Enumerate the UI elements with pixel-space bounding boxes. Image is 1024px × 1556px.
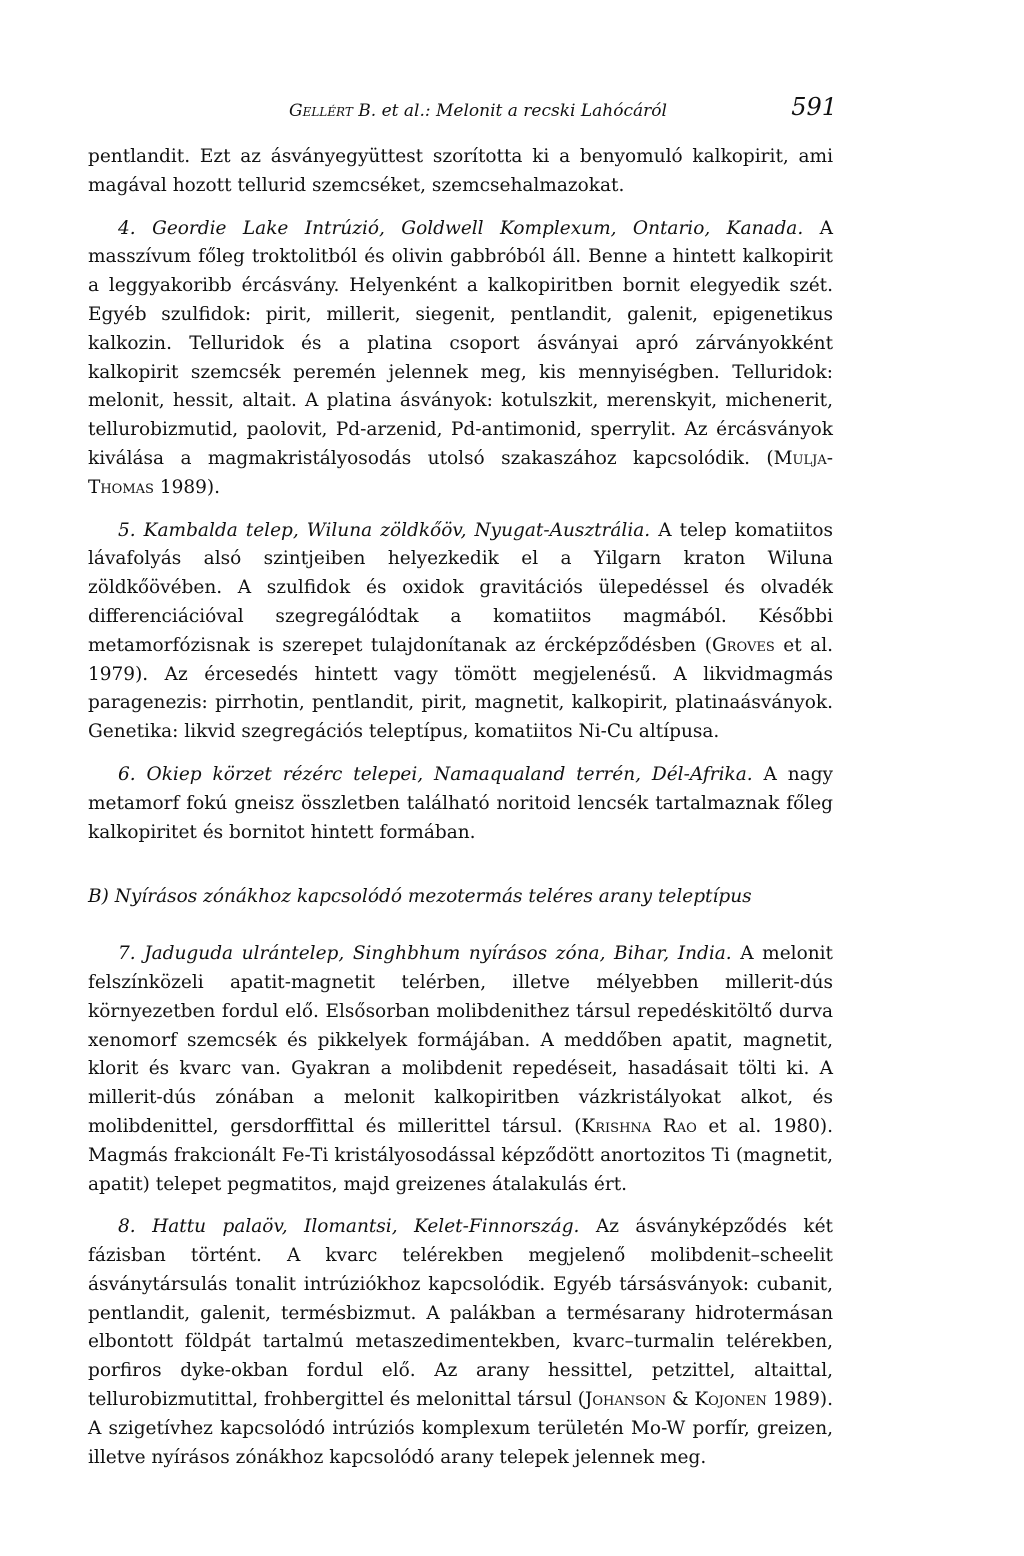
paragraph-8 <box>88 1213 833 1472</box>
paragraph-5-end: et al. 1979). Az ércesedés hintett vagy tömött megjelenésű. A likvidmagmás paragenezis: pirrhotin, pentlandit, pirit, magnetit, kalkopirit, platinaásványok. Genetika: likvid szegregációs teleptípus, komatiitos Ni-Cu altípusa. <box>88 634 833 743</box>
paragraph-7 <box>88 940 833 1199</box>
paragraph-continued <box>88 143 833 201</box>
paragraph-6 <box>88 761 833 847</box>
header-author: Gellért <box>289 101 353 121</box>
paragraph-4-end: 1989). <box>153 476 221 498</box>
paragraph-5-ref: Groves <box>711 634 775 656</box>
paragraph-6-text: A nagy metamorf fokú gneisz összletben található noritoid lencsék tartalmaznak főleg kalkopiritet és bornitot hintett formában. <box>88 763 833 843</box>
paragraph-5 <box>88 517 833 747</box>
paragraph-4-ref: Mulja-Thomas <box>88 447 833 498</box>
paragraph-8-end: 1989). A szigetívhez kapcsolódó intrúziós komplexum területén Mo-W porfír, greizen, illetve nyírásos zónákhoz kapcsolódó arany telepek jelennek meg. <box>88 1389 833 1468</box>
body-text <box>88 143 833 1486</box>
paragraph-7-ref: Krishna Rao <box>581 1115 697 1137</box>
paragraph-5-title: 5. Kambalda telep, Wiluna zöldkőöv, Nyugat-Ausztrália. <box>118 519 651 541</box>
paragraph-8-title: 8. Hattu palaöv, Ilomantsi, Kelet-Finnország. <box>118 1216 580 1238</box>
paragraph-8-ref: Johanson & Kojonen <box>584 1389 767 1411</box>
header-title: B. et al.: Melonit a recski Lahócáról <box>352 101 667 121</box>
running-head <box>289 93 837 122</box>
paragraph-6-title: 6. Okiep körzet rézérc telepei, Namaqualand terrén, Dél-Afrika. <box>118 763 753 785</box>
paragraph-8-text: Az ásványképződés két fázisban történt. A kvarc telérekben megjelenő molibdenit–scheelit ásványtársulás tonalit intrúziókhoz kapcsolódik. Egyéb társásványok: cubanit, pentlandit, galenit, termésbizmut. A palákban a termésarany hidrotermásan elbontott földpát tartalmú metaszedimentekben, kvarc–turmalin telérekben, porfiros dyke-okban fordul elő. Az arany hessittel, petzittel, altaittal, tellurobizmutittal, frohbergittel és melonittal társul ( <box>88 1216 833 1411</box>
paragraph-7-end: et al. 1980). Magmás frakcionált Fe-Ti kristályosodással képződött anortozitos Ti (magnetit, apatit) telepet pegmatitos, majd greizenes átalakulás ért. <box>88 1115 834 1195</box>
paragraph-text: pentlandit. Ezt az ásványegyüttest szorította ki a benyomuló kalkopirit, ami magával hozott tellurid szemcséket, szemcsehalmazokat. <box>88 146 833 196</box>
paragraph-7-text: A melonit felszínközeli apatit-magnetit telérben, illetve mélyebben millerit-dús környezetben fordul elő. Elsősorban molibdenithez társul repedéskitöltő durva xenomorf szemcsék és pikkelyek formájában. A meddőben apatit, magnetit, klorit és kvarc van. Gyakran a molibdenit repedéseit, hasadásait tölti ki. A millerit-dús zónában a melonit kalkopiritben vázkristályokat alkot, és molibdenittel, gersdorffittal és millerittel társul. ( <box>88 943 833 1137</box>
paragraph-4-title: 4. Geordie Lake Intrúzió, Goldwell Komplexum, Ontario, Kanada. <box>118 217 804 239</box>
paragraph-7-title: 7. Jaduguda ulrántelep, Singhbhum nyírásos zóna, Bihar, India. <box>118 943 732 965</box>
paragraph-4-text: A masszívum főleg troktolitból és olivin gabbróból áll. Benne a hintett kalkopirit a leggyakoribb ércásvány. Helyenként a kalkopiritben bornit elegyedik szét. Egyéb szulfidok: pirit, millerit, siegenit, pentlandit, galenit, epigenetikus kalkozin. Telluridok és a platina csoport ásványai apró zárványokként kalkopirit szemcsék peremén jelennek meg, kis mennyiségben. Telluridok: melonit, hessit, altait. A platina ásványok: kotulszkit, merenskyit, michenerit, tellurobizmutid, paolovit, Pd-arzenid, Pd-antimonid, sperrylit. Az ércásványok kiválása a magmakristályosodás utolsó szakaszához kapcsolódik. ( <box>88 217 833 469</box>
section-heading-b: B) Nyírásos zónákhoz kapcsolódó mezotermás teléres arany teleptípus <box>88 886 752 908</box>
page-number: 591 <box>791 93 837 121</box>
paragraph-4 <box>88 215 833 503</box>
paragraph-5-text: A telep komatiitos lávafolyás alsó szintjeiben helyezkedik el a Yilgarn kraton Wiluna zöldkőövében. A szulfidok és oxidok gravitációs ülepedéssel és olvadék differenciációval szegregálódtak a komatiitos magmából. Későbbi metamorfózisnak is szerepet tulajdonítanak az ércképződésben ( <box>88 519 833 656</box>
